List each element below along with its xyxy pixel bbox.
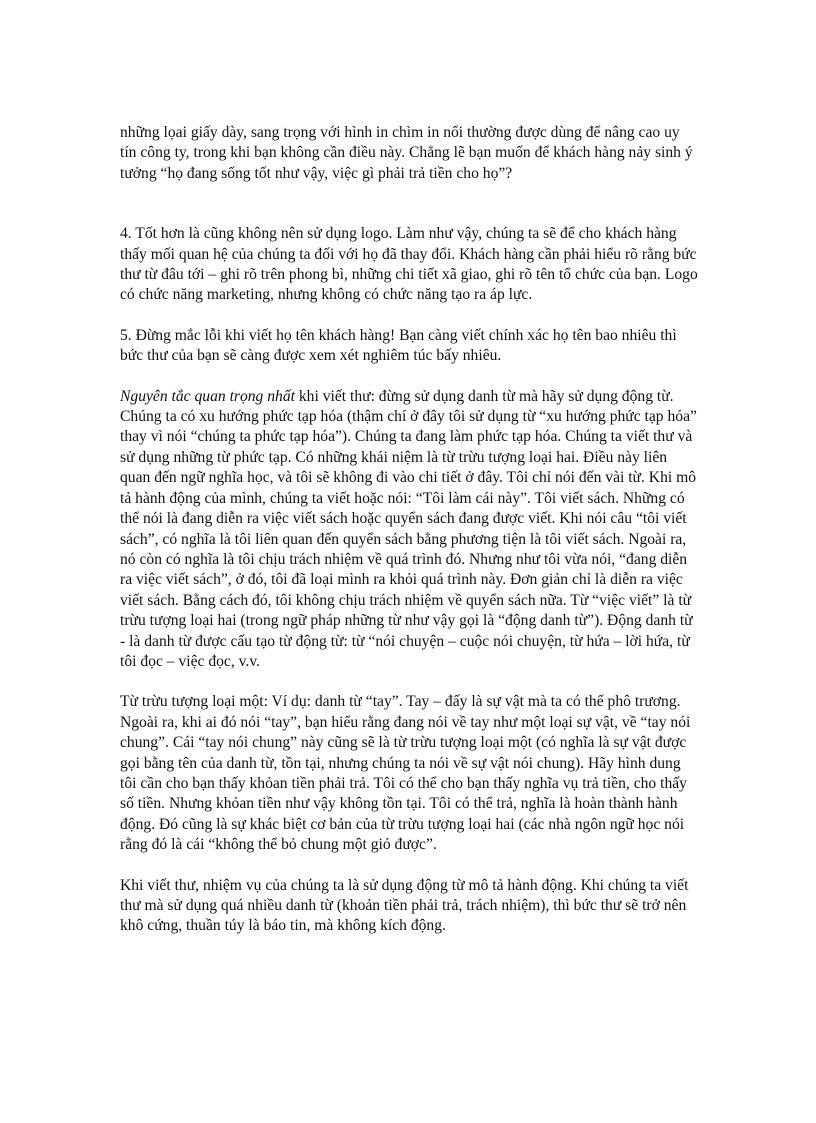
paragraph-spacer: [120, 856, 698, 876]
main-rule-lead: Nguyên tắc quan trọng nhất: [120, 387, 295, 405]
paragraph-point-5-names: 5. Đừng mắc lỗi khi viết họ tên khách hàng! Bạn càng viết chính xác họ tên bao nhiêu thì bức thư của bạn sẽ càng được xem xét nghiêm túc bấy nhiêu.: [120, 326, 677, 365]
paragraph-letter-verbs: Khi viết thư, nhiệm vụ của chúng ta là sử dụng động từ mô tả hành động. Khi chúng ta viết thư mà sử dụng quá nhiều danh từ (khoản tiền phải trả, trách nhiệm), thì bức thư sẽ trở nên khô cứng, thuần túy là báo tin, mà không kích động.: [120, 876, 689, 935]
main-rule-body: khi viết thư: đừng sử dụng danh từ mà hãy sử dụng động từ. Chúng ta có xu hướng phức tạp hóa (thậm chí ở đây tôi sử dụng từ “xu hướng phức tạp hóa” thay vì nói “chúng ta phức tạp hóa”). Chúng ta đang làm phức tạp hóa. Chúng ta viết thư và sử dụng những từ phức tạp. Có những khái niệm là từ trừu tượng loại hai. Điều này liên quan đến ngữ nghĩa học, và tôi sẽ không đi vào chi tiết ở đây. Tôi chỉ nói đến vài từ. Khi mô tả hành động của mình, chúng ta viết hoặc nói: “Tôi làm cái này”. Tôi viết sách. Những có thể nói là đang diễn ra việc viết sách hoặc quyển sách đang được viết. Khi nói câu “tôi viết sách”, có nghĩa là tôi liên quan đến quyển sách bằng phương tiện là tôi viết sách. Ngoài ra, nó còn có nghĩa là tôi chịu trách nhiệm về quá trình đó. Nhưng như tôi vừa nói, “đang diễn ra việc viết sách”, ở đó, tôi đã loại mình ra khỏi quá trình này. Đơn giản chỉ là diễn ra việc viết sách. Bằng cách đó, tôi không chịu trách nhiệm về quyển sách nữa. Từ “việc viết” là từ trừu tượng loại hai (trong ngữ pháp những từ như vậy gọi là “động danh từ”). Động danh từ - là danh từ được cấu tạo từ động từ: từ “nói chuyện – cuộc nói chuyện, từ hứa – lời hứa, từ tôi đọc – việc đọc, v.v.: [120, 387, 697, 670]
paragraph-paper-quality: những lọai giấy dày, sang trọng với hình in chìm in nổi thường được dùng để nâng cao uy tín công ty, trong khi bạn không cần điều này. Chẳng lẽ bạn muốn để khách hàng nảy sinh ý tưởng “họ đang sống tốt như vậy, việc gì phải trả tiền cho họ”?: [120, 124, 693, 182]
paragraph-spacer: [120, 306, 698, 326]
paragraph-main-rule: [120, 387, 698, 673]
paragraph-point-4-logo: 4. Tốt hơn là cũng không nên sử dụng logo. Làm như vậy, chúng ta sẽ để cho khách hàng thấy mối quan hệ của chúng ta đối với họ đã thay đổi. Khách hàng cần phải hiểu rõ rằng bức thư từ đâu tới – ghi rõ trên phong bì, những chi tiết xã giao, ghi rõ tên tổ chức của bạn. Logo có chức năng marketing, nhưng không có chức năng tạo ra áp lực.: [120, 225, 698, 304]
paragraph-spacer: [120, 367, 698, 387]
paragraph-spacer: [120, 672, 698, 692]
document-body: [120, 123, 698, 937]
paragraph-spacer: [120, 184, 698, 224]
paragraph-abstract-type-one: Từ trừu tượng loại một: Ví dụ: danh từ “tay”. Tay – đấy là sự vật mà ta có thể phô trương. Ngoài ra, khi ai đó nói “tay”, bạn hiểu rằng đang nói về tay như một loại sự vật, về “tay nói chung”. Cái “tay nói chung” này cũng sẽ là từ trừu tượng loại một (có nghĩa là sự vật được gọi bằng tên của danh từ, tồn tại, nhưng chúng ta nói về sự vật nói chung). Hãy hình dung tôi cần cho bạn thấy khỏan tiền phải trả. Tôi có thể cho bạn thấy nghĩa vụ trả tiền, cho thấy số tiền. Nhưng khỏan tiền như vậy không tồn tại. Tôi có thể trả, nghĩa là hoàn thành hành động. Đó cũng là sự khác biệt cơ bản của từ trừu tượng loại hai (các nhà ngôn ngữ học nói rằng đó là cái “không thể bỏ chung một giỏ được”.: [120, 693, 691, 854]
